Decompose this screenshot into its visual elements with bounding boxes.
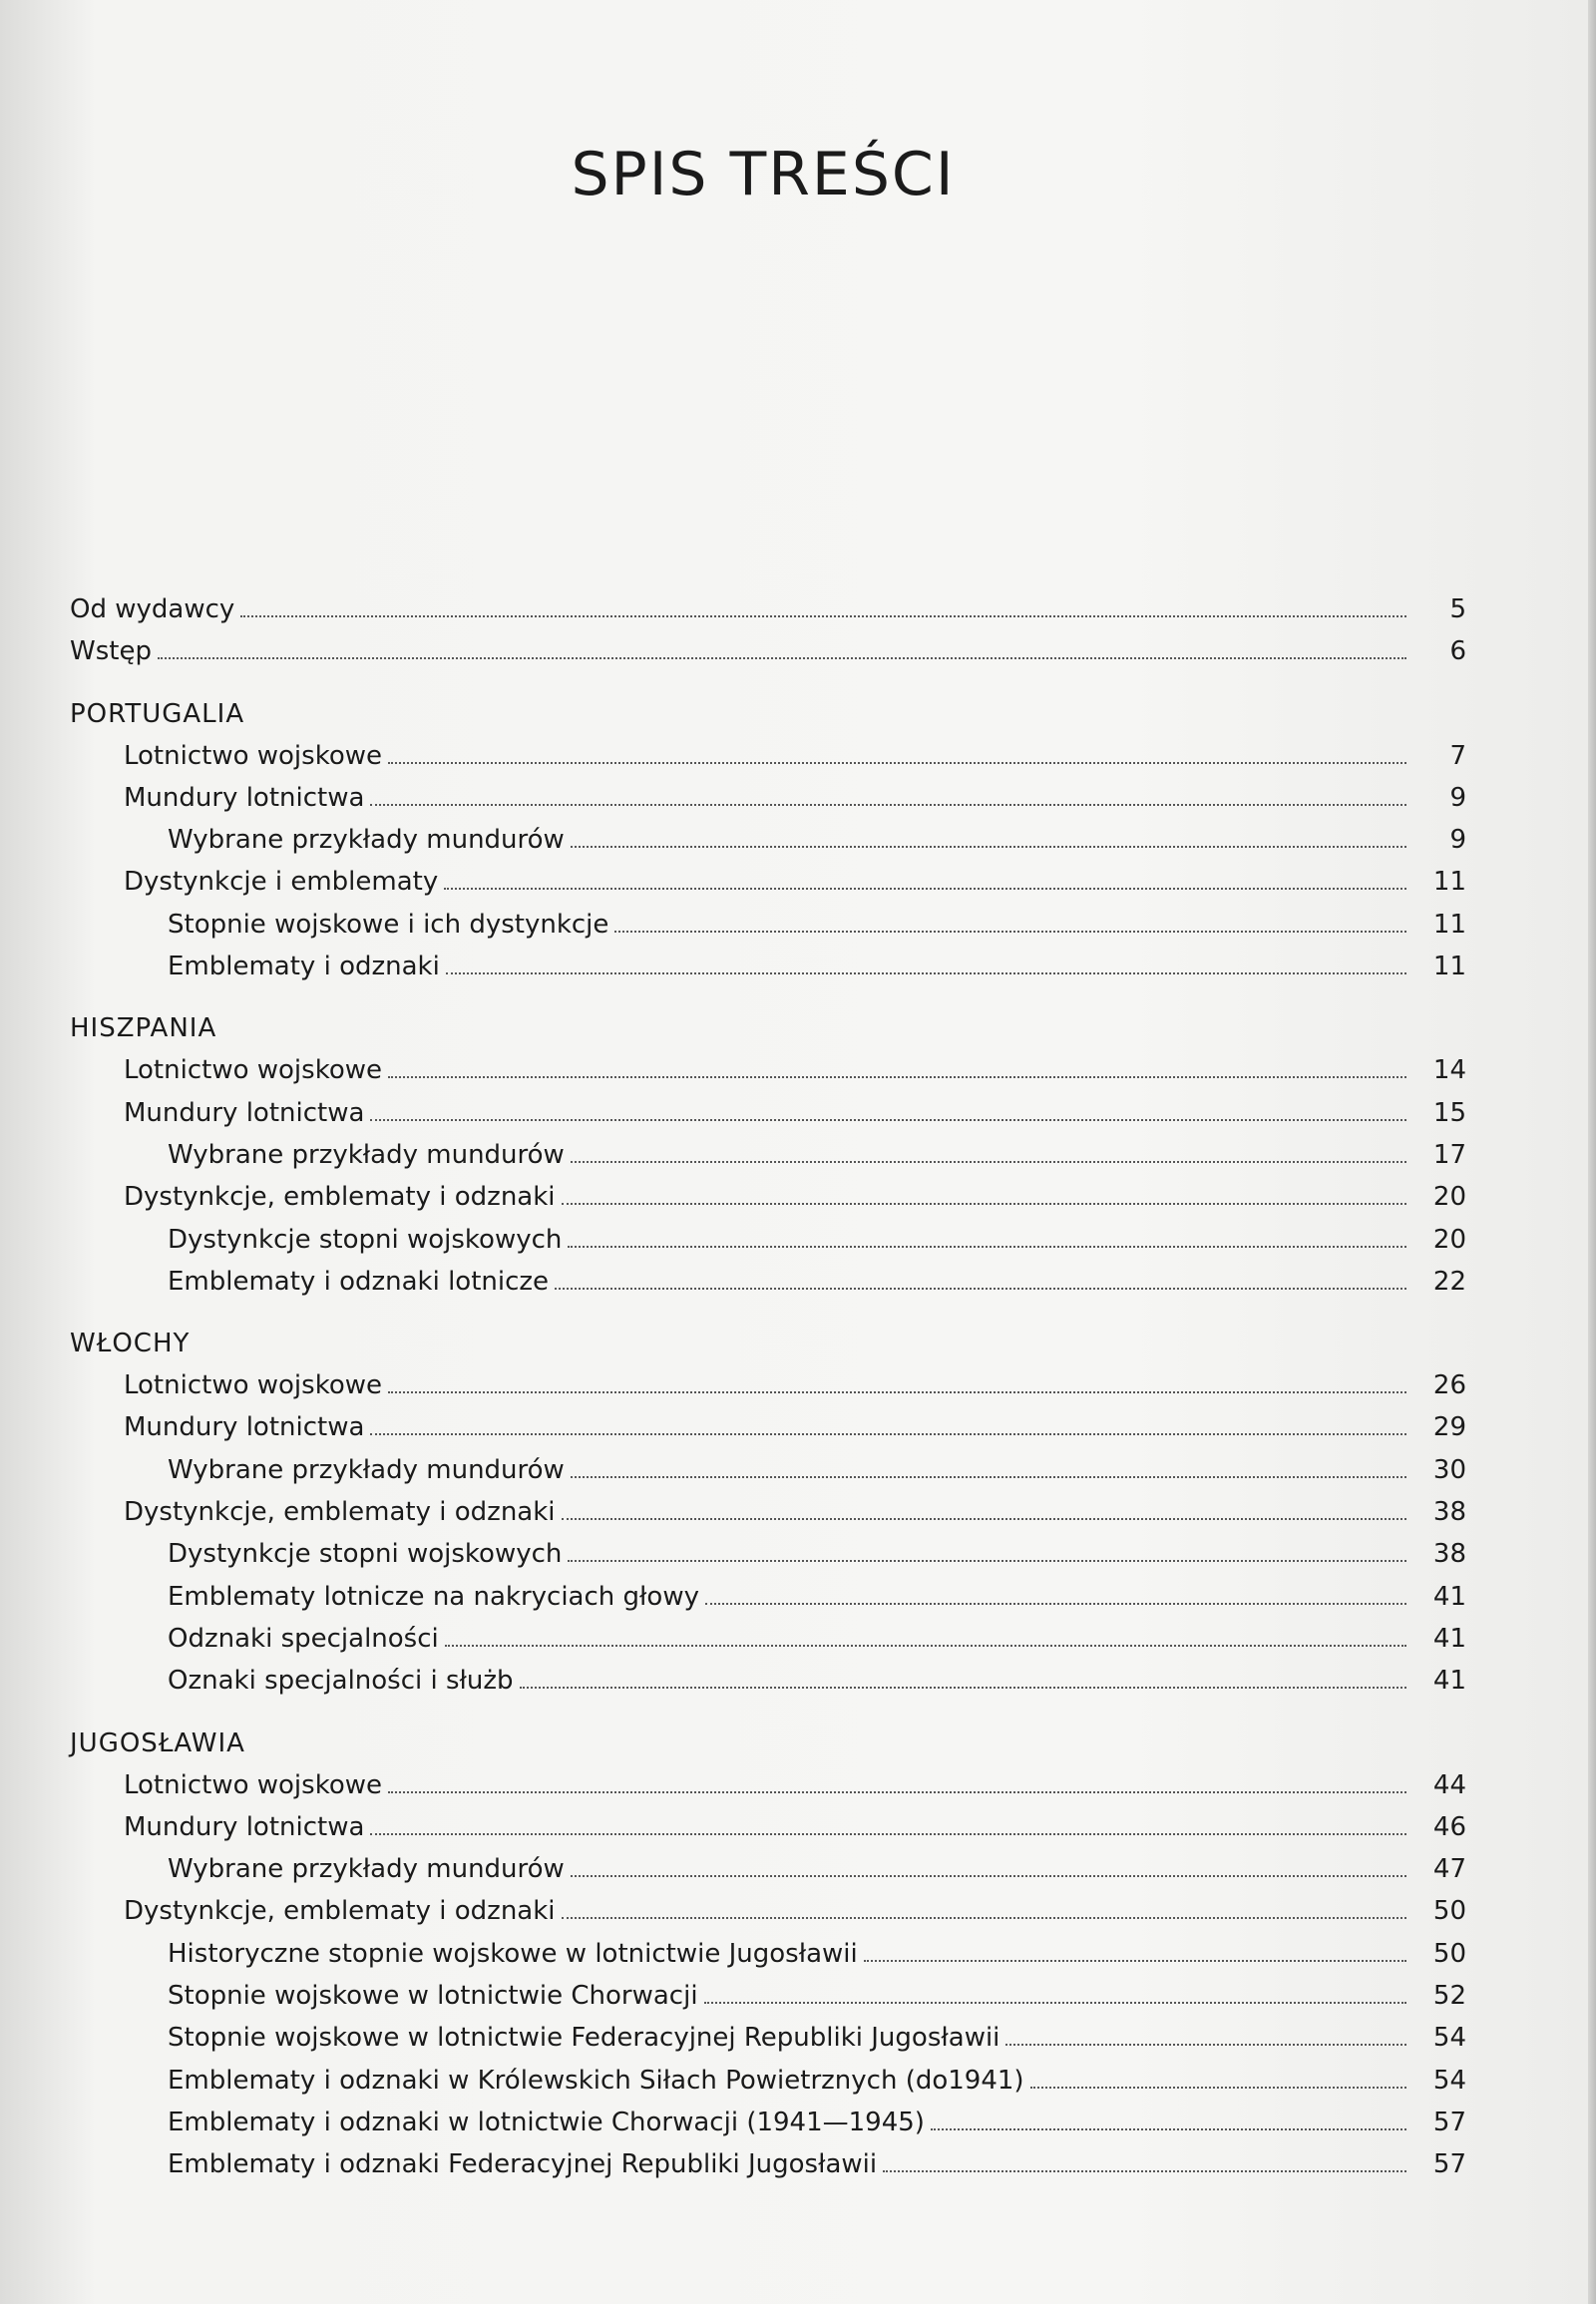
toc-entry — [70, 904, 1466, 946]
dot-leader — [883, 2170, 1406, 2172]
dot-leader — [568, 1246, 1406, 1248]
toc-entry — [70, 861, 1466, 903]
toc-entry — [70, 1933, 1466, 1975]
section-heading: PORTUGALIA — [70, 698, 245, 729]
dot-leader — [555, 1288, 1406, 1290]
toc-page-number: 46 — [1432, 1811, 1466, 1842]
dot-leader — [562, 1917, 1406, 1919]
toc-page-number: 9 — [1449, 825, 1466, 856]
toc-entry — [70, 1134, 1466, 1176]
toc-entry-title: Lotnictwo wojskowe — [124, 1055, 382, 1086]
toc-entry — [70, 1975, 1466, 2017]
toc-page-number: 47 — [1432, 1854, 1466, 1885]
page-title: SPIS TREŚCI — [571, 140, 956, 209]
toc-entry — [70, 1364, 1466, 1406]
toc-entry-title: Stopnie wojskowe i ich dystynkcje — [168, 909, 609, 940]
toc-entry-title: Emblematy lotnicze na nakryciach głowy — [168, 1581, 699, 1612]
toc-entry — [70, 777, 1466, 819]
toc-page-number: 14 — [1432, 1055, 1466, 1086]
section-heading: JUGOSŁAWIA — [70, 1728, 245, 1758]
toc-entry — [70, 1092, 1466, 1134]
toc-entry-title: Dystynkcje, emblematy i odznaki — [124, 1497, 556, 1528]
toc-entry-title: Od wydawcy — [70, 594, 235, 624]
dot-leader — [520, 1687, 1406, 1689]
toc-entry-title: Emblematy i odznaki Federacyjnej Republiki Jugosławii — [168, 2149, 878, 2180]
dot-leader — [568, 1560, 1406, 1562]
dot-leader — [158, 657, 1406, 659]
toc-entry-title: Dystynkcje stopni wojskowych — [168, 1539, 563, 1570]
toc-entry-title: Oznaki specjalności i służb — [168, 1666, 514, 1697]
toc-page-number: 20 — [1432, 1182, 1466, 1213]
toc-entry — [70, 588, 1466, 630]
toc-entry-title: Odznaki specjalności — [168, 1623, 439, 1654]
toc-entry — [70, 2017, 1466, 2059]
toc-page-number: 38 — [1432, 1497, 1466, 1528]
dot-leader — [931, 2128, 1406, 2130]
toc-page-number: 26 — [1432, 1370, 1466, 1401]
toc-entry — [70, 1533, 1466, 1575]
dot-leader — [444, 888, 1406, 890]
dot-leader — [240, 615, 1406, 617]
toc-entry-title: Wybrane przykłady mundurów — [168, 1454, 565, 1485]
dot-leader — [445, 1645, 1406, 1647]
page-edge — [1588, 0, 1596, 2304]
toc-entry — [70, 1261, 1466, 1303]
dot-leader — [370, 804, 1406, 806]
toc-entry — [70, 1491, 1466, 1533]
toc-entry-title: Emblematy i odznaki — [168, 952, 440, 982]
toc-entry-title: Mundury lotnictwa — [124, 1811, 365, 1842]
toc-entry — [70, 1890, 1466, 1932]
toc-entry-title: Dystynkcje, emblematy i odznaki — [124, 1182, 556, 1213]
toc-entry-title: Mundury lotnictwa — [124, 1412, 365, 1443]
toc-page-number: 50 — [1432, 1896, 1466, 1927]
toc-entry-title: Stopnie wojskowe w lotnictwie Federacyjnej Republiki Jugosławii — [168, 2023, 1000, 2054]
toc-page-number: 29 — [1432, 1412, 1466, 1443]
toc-page-number: 9 — [1449, 782, 1466, 813]
toc-entry-title: Lotnictwo wojskowe — [124, 740, 382, 771]
toc-entry — [70, 819, 1466, 861]
toc-entry — [70, 2143, 1466, 2185]
toc-page-number: 11 — [1432, 952, 1466, 982]
toc-entry-title: Dystynkcje stopni wojskowych — [168, 1224, 563, 1255]
toc-entry-title: Mundury lotnictwa — [124, 1097, 365, 1128]
toc-page-number: 44 — [1432, 1769, 1466, 1800]
dot-leader — [388, 1391, 1406, 1393]
toc-page-number: 11 — [1432, 909, 1466, 940]
dot-leader — [571, 1161, 1406, 1163]
dot-leader — [562, 1518, 1406, 1520]
toc-entry-title: Wybrane przykłady mundurów — [168, 825, 565, 856]
toc-entry — [70, 1618, 1466, 1660]
toc-entry — [70, 1049, 1466, 1091]
section-heading: HISZPANIA — [70, 1013, 217, 1044]
dot-leader — [571, 846, 1406, 848]
toc-page-number: 11 — [1432, 867, 1466, 898]
dot-leader — [705, 1603, 1406, 1605]
toc-entry — [70, 946, 1466, 987]
toc-page-number: 5 — [1449, 594, 1466, 624]
toc-entry-title: Dystynkcje, emblematy i odznaki — [124, 1896, 556, 1927]
dot-leader — [704, 2002, 1406, 2004]
dot-leader — [864, 1960, 1406, 1962]
toc-page-number: 41 — [1432, 1666, 1466, 1697]
toc-page-number: 52 — [1432, 1981, 1466, 2012]
toc-entry-title: Emblematy i odznaki lotnicze — [168, 1266, 550, 1297]
dot-leader — [388, 1076, 1406, 1078]
toc-entry-title: Lotnictwo wojskowe — [124, 1769, 382, 1800]
toc-page-number: 22 — [1432, 1266, 1466, 1297]
toc-page-number: 57 — [1432, 2149, 1466, 2180]
toc-page-number: 6 — [1449, 636, 1466, 667]
toc-entry-title: Emblematy i odznaki w lotnictwie Chorwacji (1941—1945) — [168, 2107, 925, 2137]
toc-entry-title: Historyczne stopnie wojskowe w lotnictwie Jugosławii — [168, 1938, 858, 1969]
toc-entry — [70, 1660, 1466, 1702]
toc-page-number: 17 — [1432, 1139, 1466, 1170]
toc-entry — [70, 630, 1466, 672]
toc-page-number: 20 — [1432, 1224, 1466, 1255]
table-of-contents — [70, 588, 1466, 2186]
toc-entry — [70, 1449, 1466, 1491]
toc-entry-title: Wstęp — [70, 636, 152, 667]
toc-entry — [70, 1848, 1466, 1890]
dot-leader — [370, 1119, 1406, 1121]
toc-page-number: 15 — [1432, 1097, 1466, 1128]
toc-entry — [70, 2060, 1466, 2102]
toc-entry — [70, 2102, 1466, 2143]
toc-page-number: 54 — [1432, 2023, 1466, 2054]
toc-entry-title: Lotnictwo wojskowe — [124, 1370, 382, 1401]
toc-entry — [70, 735, 1466, 777]
dot-leader — [571, 1476, 1406, 1478]
dot-leader — [1005, 2044, 1406, 2046]
toc-entry — [70, 1764, 1466, 1806]
toc-page-number: 41 — [1432, 1623, 1466, 1654]
toc-entry — [70, 1406, 1466, 1448]
section-heading: WŁOCHY — [70, 1329, 191, 1359]
dot-leader — [388, 1791, 1406, 1793]
toc-entry-title: Wybrane przykłady mundurów — [168, 1854, 565, 1885]
dot-leader — [1030, 2087, 1406, 2089]
toc-entry — [70, 1806, 1466, 1848]
toc-entry — [70, 1219, 1466, 1261]
toc-entry-title: Stopnie wojskowe w lotnictwie Chorwacji — [168, 1981, 698, 2012]
toc-page-number: 41 — [1432, 1581, 1466, 1612]
toc-page-number: 38 — [1432, 1539, 1466, 1570]
dot-leader — [614, 931, 1406, 933]
toc-page-number: 50 — [1432, 1938, 1466, 1969]
dot-leader — [571, 1875, 1406, 1877]
toc-page-number: 57 — [1432, 2107, 1466, 2137]
dot-leader — [388, 762, 1406, 764]
toc-entry-title: Emblematy i odznaki w Królewskich Siłach Powietrznych (do1941) — [168, 2065, 1024, 2096]
toc-entry — [70, 1176, 1466, 1218]
toc-entry — [70, 1576, 1466, 1618]
toc-page-number: 30 — [1432, 1454, 1466, 1485]
toc-entry-title: Dystynkcje i emblematy — [124, 867, 439, 898]
toc-page-number: 7 — [1449, 740, 1466, 771]
toc-page-number: 54 — [1432, 2065, 1466, 2096]
dot-leader — [370, 1433, 1406, 1435]
dot-leader — [370, 1833, 1406, 1835]
toc-entry-title: Wybrane przykłady mundurów — [168, 1139, 565, 1170]
dot-leader — [446, 972, 1406, 974]
toc-entry-title: Mundury lotnictwa — [124, 782, 365, 813]
dot-leader — [562, 1203, 1406, 1205]
